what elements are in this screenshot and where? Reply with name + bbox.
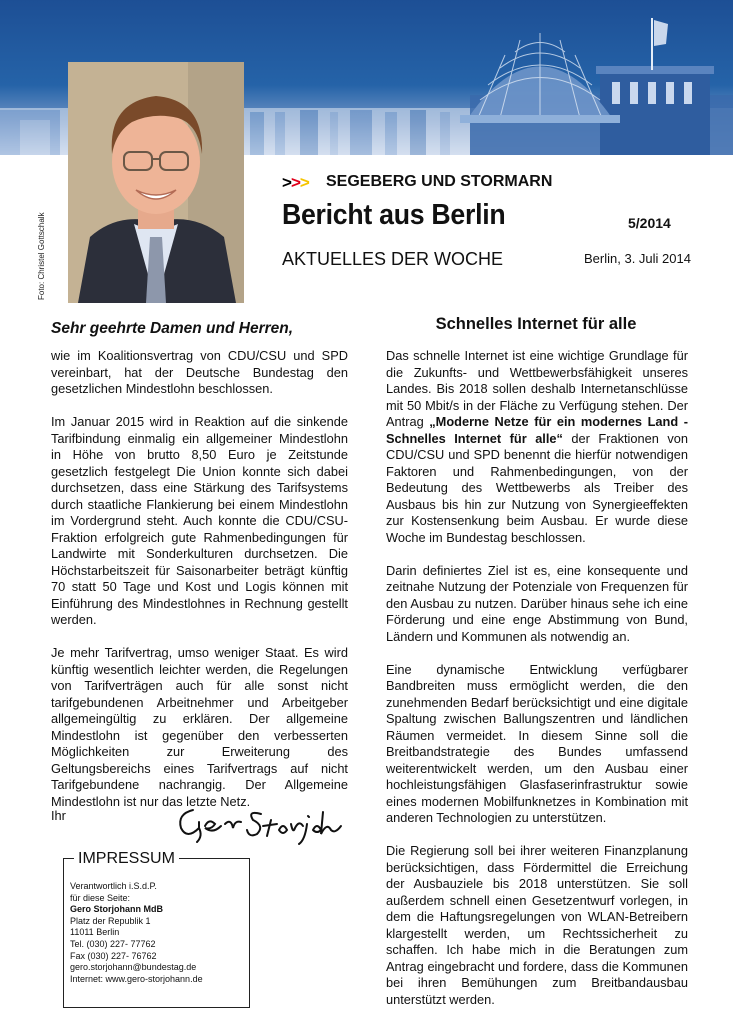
paragraph-text: der Fraktionen von CDU/CSU und SPD benennt die hierfür notwendigen Faktoren und Rahmenbedingungen, von der Bedeutung des Wettbewerbs als Treiber des Ausbaus bis hin zur Nutzung von Synergieeffekten zur Kostensenkung beim Ausbau. Er wurde diese Woche im Bundestag beschlossen.	[386, 430, 688, 545]
impressum-email: gero.storjohann@bundestag.de	[70, 962, 197, 973]
newsletter-title: Bericht aus Berlin	[282, 199, 506, 231]
arrow-marker: >>>	[282, 173, 309, 192]
impressum-city: 11011 Berlin	[70, 927, 120, 938]
paragraph: Die Regierung soll bei ihrer weiteren Finanzplanung berücksichtigen, dass Fördermittel die Erreichung der Ausbauziele bis 2018 unterstützen. Sie soll außerdem schnell einen Gesetzentwurf vorlegen, in dem die Haftungsregelungen von WLAN-Betreibern klargestellt werden, um Rechtssicherheit zu schaffen. Ich habe mich in die Beratungen zum Antrag eingebracht und fordere, dass die Kommunen bei ihren Bemühungen zum Breitbandausbau unterstützt werden.	[386, 843, 688, 1007]
impressum-line: für diese Seite:	[70, 892, 131, 903]
impressum-line: Verantwortlich i.S.d.P.	[70, 881, 157, 891]
impressum-title: IMPRESSUM	[74, 850, 179, 868]
impressum-box	[63, 850, 250, 1008]
paragraph: Je mehr Tarifvertrag, umso weniger Staat. Es wird künftig wesentlich leichter werden, die Regelungen von Tarifverträgen auch für alle sonst nicht tarifgebundenen Arbeitnehmer und Arbeitgeber allgemeingültig zu erklären. Der allgemeine Mindestlohn ist gegenüber den verbesserten Möglichkeiten zur Erweiterung des Geltungsbereichs eines Tarifvertrags auf nicht Tarifgebundene nachrangig. Der Allgemeine Mindestlohn ist nur das letzte Netz.	[51, 645, 348, 809]
region-label: SEGEBERG UND STORMARN	[326, 173, 553, 190]
impressum-details	[70, 881, 203, 985]
motion-title: „Moderne Netze für ein modernes Land - Schnelles Internet für alle“	[386, 414, 688, 446]
paragraph: Im Januar 2015 wird in Reaktion auf die sinkende Tarifbindung einmalig ein allgemeiner Mindestlohn in Höhe von brutto 8,50 Euro je Zeitstunde gesetzlich festgelegt Die Union konnte sich dabei durchsetzen, dass eine Stärkung des Tarifsystems durch staatliche Flankierung bei einem Mindestlohn im Vordergrund steht. Auch konnte die CDU/CSU-Fraktion erfolgreich gute Rahmenbedingungen für Landwirte mit Sonderkulturen durchsetzen. Die Höchstarbeitszeit für Saisonarbeiter beträgt künftig 70 statt 50 Tage und Kost und Logis können mit Einführung des Mindestlohnes in Rechnung gestellt werden.	[51, 414, 348, 627]
newsletter-subtitle: AKTUELLES DER WOCHE	[282, 249, 504, 269]
impressum-internet: Internet: www.gero-storjohann.de	[70, 973, 203, 984]
paragraph: Eine dynamische Entwicklung verfügbarer Bandbreiten muss ermöglicht werden, die den zunehmenden Bedarf berücksichtigt und eine digitale Spaltung zwischen Ballungszentren und ländlichen Räumen vermeidet. In diesem Sinne soll die Breitbandstrategie des Bundes umfassend weiterentwickelt werden, um den Ausbau einer hochleistungsfähigen Glasfaserinfrastruktur sowie eines modernen Mobilfunknetzes in Kombination mit anderen Technologien zu unterstützen.	[386, 661, 688, 825]
impressum-fax: Fax (030) 227- 76762	[70, 950, 157, 961]
left-column	[51, 348, 348, 827]
salutation: Sehr geehrte Damen und Herren,	[51, 320, 294, 337]
paragraph: wie im Koalitionsvertrag von CDU/CSU und SPD vereinbart, hat der Deutsche Bundestag den gesetzlichen Mindestlohn beschlossen.	[51, 348, 348, 396]
paragraph-text: Das schnelle Internet ist eine wichtige Grundlage für die Zukunfts- und Wettbewerbsfähigkeit unseres Landes. Bis 2018 sollen deshalb Internetanschlüsse mit 50 Mbit/s in der Fläche zu Verfügung stehen. Der Antrag	[386, 348, 688, 429]
issue-number: 5/2014	[628, 215, 671, 231]
issue-date: Berlin, 3. Juli 2014	[584, 251, 691, 266]
signature	[175, 800, 350, 850]
paragraph: Darin definiertes Ziel ist es, eine konsequente und zeitnahe Nutzung der Potenziale von Frequenzen für den Ausbau zu nutzen. Darüber hinaus sehe ich eine Förderung und eine enge Abstimmung von Bund, Ländern und Kommunen als notwendig an.	[386, 562, 688, 644]
photo-credit: Foto: Christel Gottschalk	[37, 212, 46, 300]
article-heading: Schnelles Internet für alle	[435, 315, 637, 333]
portrait-photo	[68, 62, 244, 303]
paragraph	[386, 348, 688, 546]
impressum-tel: Tel. (030) 227- 77762	[70, 938, 156, 949]
impressum-name: Gero Storjohann MdB	[70, 904, 163, 915]
closing-word: Ihr	[51, 808, 66, 823]
impressum-street: Platz der Republik 1	[70, 915, 151, 926]
right-column	[386, 348, 688, 1025]
